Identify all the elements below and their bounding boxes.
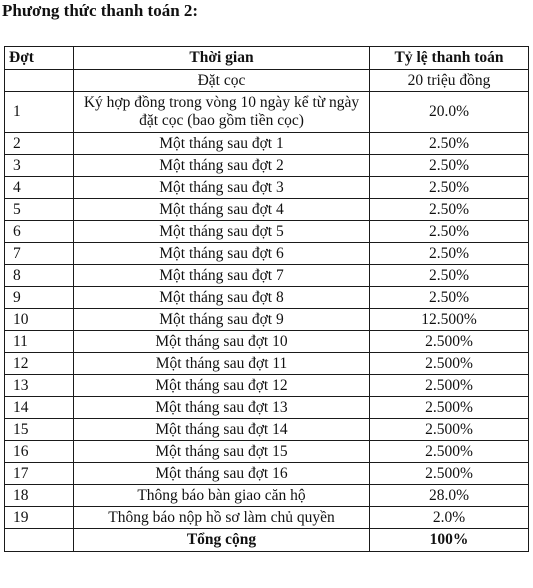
cell-dot: 9 xyxy=(5,287,74,309)
cell-time: Một tháng sau đợt 12 xyxy=(74,375,370,397)
table-row xyxy=(5,375,529,397)
total-rate: 100% xyxy=(370,529,529,552)
table-row xyxy=(5,133,529,155)
total-dot xyxy=(5,529,74,552)
cell-dot: 6 xyxy=(5,221,74,243)
table-row xyxy=(5,353,529,375)
table-row xyxy=(5,507,529,529)
cell-time: Ký hợp đồng trong vòng 10 ngày kể từ ngày đặt cọc (bao gồm tiền cọc) xyxy=(74,92,370,133)
cell-dot: 4 xyxy=(5,177,74,199)
table-row xyxy=(5,243,529,265)
cell-dot: 5 xyxy=(5,199,74,221)
table-row xyxy=(5,155,529,177)
cell-time: Một tháng sau đợt 11 xyxy=(74,353,370,375)
cell-time: Một tháng sau đợt 10 xyxy=(74,331,370,353)
cell-rate: 2.500% xyxy=(370,463,529,485)
cell-time: Một tháng sau đợt 5 xyxy=(74,221,370,243)
table-row xyxy=(5,309,529,331)
cell-time: Thông báo bàn giao căn hộ xyxy=(74,485,370,507)
page-title: Phương thức thanh toán 2: xyxy=(2,1,199,20)
cell-dot: 2 xyxy=(5,133,74,155)
cell-dot: 14 xyxy=(5,397,74,419)
cell-time: Một tháng sau đợt 6 xyxy=(74,243,370,265)
table-row xyxy=(5,331,529,353)
cell-rate: 2.500% xyxy=(370,397,529,419)
cell-time: Đặt cọc xyxy=(74,70,370,92)
cell-rate: 2.50% xyxy=(370,221,529,243)
cell-rate: 2.50% xyxy=(370,199,529,221)
cell-time: Một tháng sau đợt 8 xyxy=(74,287,370,309)
table-row xyxy=(5,221,529,243)
cell-time: Một tháng sau đợt 7 xyxy=(74,265,370,287)
total-row xyxy=(5,529,529,552)
cell-time: Một tháng sau đợt 9 xyxy=(74,309,370,331)
cell-rate: 20.0% xyxy=(370,92,529,133)
cell-time: Một tháng sau đợt 14 xyxy=(74,419,370,441)
cell-rate: 2.50% xyxy=(370,177,529,199)
cell-rate: 2.500% xyxy=(370,375,529,397)
cell-time: Một tháng sau đợt 2 xyxy=(74,155,370,177)
cell-rate: 2.500% xyxy=(370,353,529,375)
cell-rate: 2.50% xyxy=(370,243,529,265)
cell-time: Một tháng sau đợt 16 xyxy=(74,463,370,485)
table-row xyxy=(5,397,529,419)
cell-time: Một tháng sau đợt 1 xyxy=(74,133,370,155)
cell-rate: 20 triệu đồng xyxy=(370,70,529,92)
table-header-row xyxy=(5,47,529,70)
header-dot: Đợt xyxy=(5,47,74,70)
cell-dot: 7 xyxy=(5,243,74,265)
cell-dot: 17 xyxy=(5,463,74,485)
table-row xyxy=(5,485,529,507)
table-row xyxy=(5,199,529,221)
cell-time: Một tháng sau đợt 13 xyxy=(74,397,370,419)
table-row xyxy=(5,92,529,133)
table-row xyxy=(5,463,529,485)
cell-rate: 2.500% xyxy=(370,441,529,463)
cell-time: Thông báo nộp hồ sơ làm chủ quyền xyxy=(74,507,370,529)
cell-dot: 18 xyxy=(5,485,74,507)
cell-rate: 2.500% xyxy=(370,331,529,353)
table-row xyxy=(5,70,529,92)
cell-dot: 13 xyxy=(5,375,74,397)
table-row xyxy=(5,177,529,199)
cell-dot: 1 xyxy=(5,92,74,133)
cell-rate: 2.50% xyxy=(370,287,529,309)
cell-dot xyxy=(5,70,74,92)
cell-rate: 12.500% xyxy=(370,309,529,331)
cell-rate: 2.50% xyxy=(370,265,529,287)
header-time: Thời gian xyxy=(74,47,370,70)
total-label: Tổng cộng xyxy=(74,529,370,552)
cell-rate: 2.50% xyxy=(370,133,529,155)
table-row xyxy=(5,287,529,309)
cell-dot: 12 xyxy=(5,353,74,375)
cell-time: Một tháng sau đợt 4 xyxy=(74,199,370,221)
header-rate: Tỷ lệ thanh toán xyxy=(370,47,529,70)
cell-rate: 2.500% xyxy=(370,419,529,441)
cell-dot: 16 xyxy=(5,441,74,463)
payment-schedule-table xyxy=(4,46,529,552)
cell-rate: 2.0% xyxy=(370,507,529,529)
cell-time: Một tháng sau đợt 3 xyxy=(74,177,370,199)
table-row xyxy=(5,419,529,441)
cell-time: Một tháng sau đợt 15 xyxy=(74,441,370,463)
cell-dot: 15 xyxy=(5,419,74,441)
cell-dot: 3 xyxy=(5,155,74,177)
cell-dot: 8 xyxy=(5,265,74,287)
cell-dot: 19 xyxy=(5,507,74,529)
cell-dot: 10 xyxy=(5,309,74,331)
table-row xyxy=(5,265,529,287)
table-row xyxy=(5,441,529,463)
cell-rate: 2.50% xyxy=(370,155,529,177)
cell-rate: 28.0% xyxy=(370,485,529,507)
cell-dot: 11 xyxy=(5,331,74,353)
